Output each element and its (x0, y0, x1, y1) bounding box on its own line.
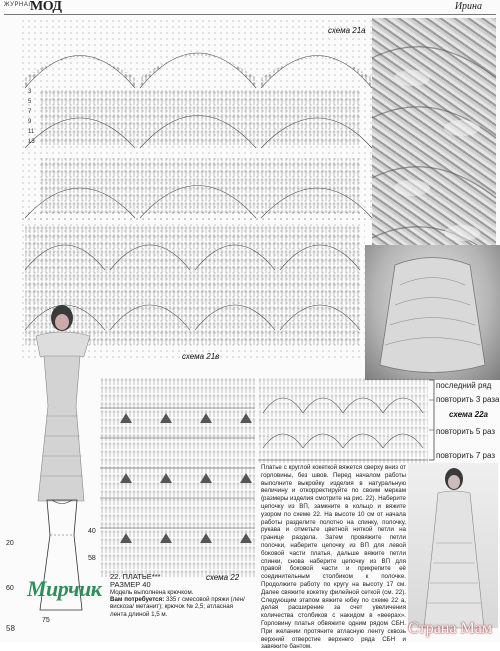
scheme-21a-label: схема 21а (328, 26, 366, 35)
repeat-five-times: повторить 5 раз (436, 427, 495, 436)
scheme-21b-label: схема 21в (182, 352, 220, 361)
model-photo-right (408, 463, 498, 628)
repeat-seven-times: повторить 7 раз (436, 451, 495, 460)
scheme-22-svg (100, 378, 255, 578)
dim-5: 58 (88, 555, 96, 562)
page-number: 58 (6, 624, 15, 633)
svg-text:5: 5 (28, 99, 32, 105)
scheme-22a-svg (258, 378, 428, 463)
svg-text:7: 7 (28, 109, 32, 115)
svg-text:9: 9 (28, 119, 32, 125)
dress-title (110, 573, 161, 589)
description-text: Платье с круглой кокеткой вяжется сверху вниз от горловины, без швов. Перед началом работы выполните выкройку изделия в натуральную величину и откорректируйте по своим меркам (размеры изделия смотрите на рис. 22). Наберите цепочку из ВП, замкните в кольцо и вяжите узором по схеме 22. На высоте 10 см от начала работы разделите полотно на спинку, полочку, рукава и отметьте цветной ниткой петли на границе раздела. Затем провяжите петли полочки, наберите цепочку из ВП для левой боковой части платья, дальше вяжите петли спинки, снова наберите цепочку из ВП для правой боковой части и прикрепите её соединительным столбиком к полочке. Продолжите работу по кругу на высоту 17 см. Далее свяжите кокетку филейной сеткой (см. 22). Следующим этапом вяжите юбку по схеме 22 а, делая расширение за счет увеличения количества столбиков с накидом в «веерах». Горловину платья обвяжите одним рядом СБН. При желании протяните атласную ленту сквозь верхний отверстие верхнего ряда СБН и завяжите бантом. (261, 464, 406, 651)
header-logo: МОД (30, 0, 62, 14)
repeat-three-times: повторить 3 раза (436, 395, 500, 404)
model-photo-left (18, 296, 98, 501)
lace-closeup-photo (372, 18, 496, 268)
svg-text:11: 11 (28, 129, 35, 135)
dress-info (110, 589, 250, 618)
dress-materials (110, 596, 250, 618)
dim-2: 75 (42, 617, 50, 624)
scheme-22-label: схема 22 (206, 573, 240, 582)
watermark: Страна Мам (408, 620, 492, 637)
repeat-last-row: последний ряд (436, 381, 492, 390)
scheme-22a-chart (258, 378, 428, 463)
scheme-22-chart (100, 378, 255, 578)
scheme-21a-chart (20, 18, 375, 223)
scheme-21a-svg (20, 18, 375, 223)
header-rule (4, 14, 496, 15)
dress-detail-svg (365, 245, 500, 380)
repeat-bracket (428, 380, 436, 460)
materials-text: 335 г смесовой пряжи (лен/вискоза/ метанит); крючок № 2,5; атласная лента длиной 1,5 м. (110, 596, 245, 618)
dress-crochet-note: Модель выполнена крючком. (110, 589, 194, 596)
materials-label: Вам потребуется: (110, 596, 165, 604)
dress-title-number: 22. ПЛАТЬЕ*** (110, 572, 161, 581)
model-left-svg (18, 296, 98, 501)
dress-size: РАЗМЕР 40 (110, 580, 151, 589)
model-right-svg (408, 463, 498, 628)
header-journal-label: ЖУРНАЛ (4, 2, 33, 8)
svg-text:3: 3 (28, 89, 32, 95)
dim-4: 40 (88, 528, 96, 535)
dress-detail-photo (365, 245, 500, 380)
lace-closeup-svg (372, 18, 496, 268)
scheme-22a-label: схема 22а (449, 410, 488, 419)
signature-mirchik: Мирчик (27, 576, 102, 601)
header-right-text: Ирина (454, 1, 482, 12)
svg-text:13: 13 (28, 139, 35, 145)
dim-3: 60 (6, 585, 14, 592)
dim-1: 20 (6, 540, 14, 547)
